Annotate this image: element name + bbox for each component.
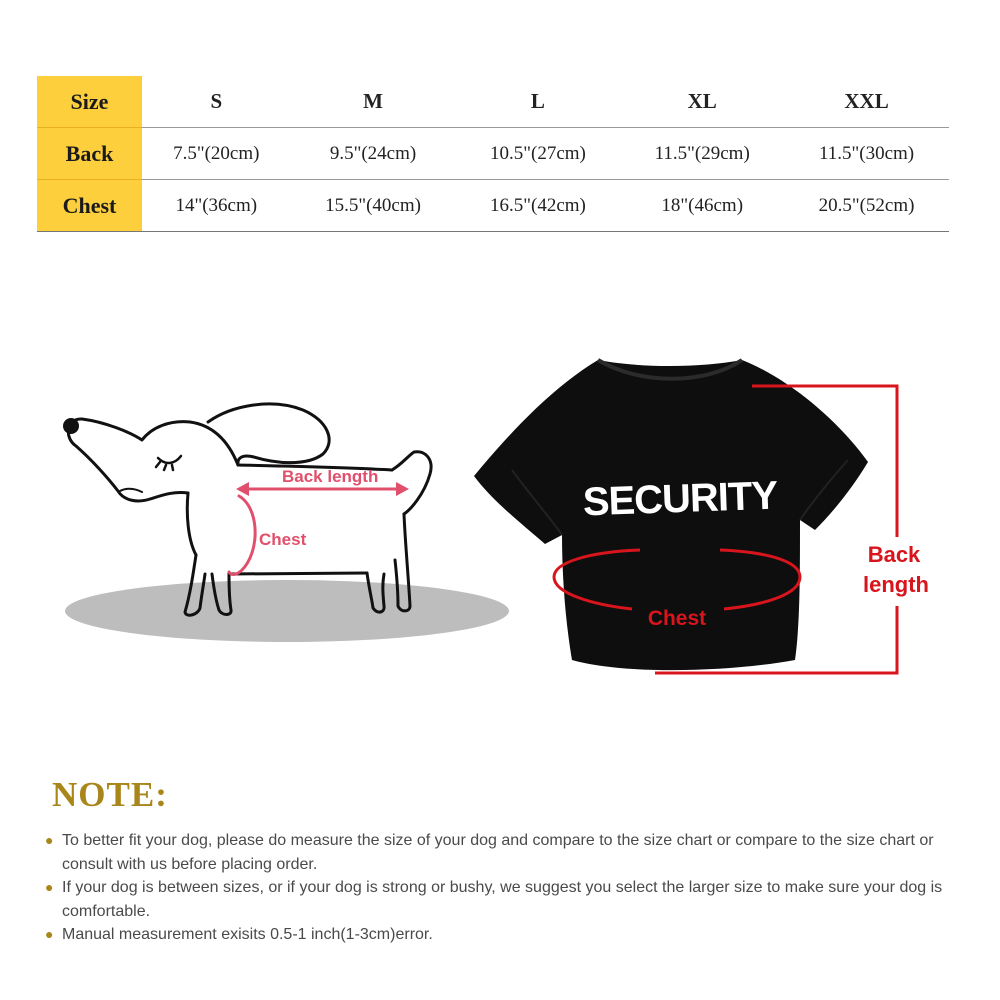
measurement-illustration bbox=[0, 300, 1000, 720]
dog-back-length-label: Back length bbox=[282, 467, 379, 486]
back-header-cell: Back bbox=[37, 128, 142, 180]
size-cell-s: S bbox=[142, 76, 291, 128]
note-item bbox=[44, 923, 959, 947]
size-row bbox=[37, 76, 949, 128]
note-title: NOTE: bbox=[52, 775, 168, 814]
back-cell-xxl: 11.5"(30cm) bbox=[784, 128, 949, 180]
size-cell-xxl: XXL bbox=[784, 76, 949, 128]
note-text: If your dog is between sizes, or if your dog is strong or bushy, we suggest you select the larger size to make sure your dog is comfortable. bbox=[62, 879, 943, 920]
chest-row bbox=[37, 180, 949, 232]
dog-nose-icon bbox=[63, 418, 79, 434]
size-header-cell: Size bbox=[37, 76, 142, 128]
note-list bbox=[44, 829, 959, 947]
bullet-icon: ● bbox=[45, 926, 54, 942]
shirt-diagram bbox=[474, 360, 929, 673]
chest-cell-s: 14"(36cm) bbox=[142, 180, 291, 232]
chest-cell-l: 16.5"(42cm) bbox=[455, 180, 620, 232]
dog-shadow bbox=[65, 580, 509, 642]
back-row bbox=[37, 128, 949, 180]
shirt-back-label-line1: Back bbox=[867, 542, 921, 567]
shirt-print-text: SECURITY bbox=[582, 473, 778, 525]
dog-diagram bbox=[63, 404, 509, 642]
note-item bbox=[44, 876, 959, 923]
size-cell-m: M bbox=[291, 76, 456, 128]
back-cell-m: 9.5"(24cm) bbox=[291, 128, 456, 180]
dog-chest-label: Chest bbox=[259, 530, 307, 549]
dog-eye-icon bbox=[156, 456, 181, 470]
note-text: Manual measurement exisits 0.5-1 inch(1-3cm)error. bbox=[62, 926, 433, 943]
chest-header-cell: Chest bbox=[37, 180, 142, 232]
back-cell-xl: 11.5"(29cm) bbox=[620, 128, 784, 180]
chest-cell-m: 15.5"(40cm) bbox=[291, 180, 456, 232]
back-cell-s: 7.5"(20cm) bbox=[142, 128, 291, 180]
size-chart-table bbox=[37, 76, 949, 232]
dog-mouth-icon bbox=[120, 489, 142, 492]
dog-chest-measure-loop bbox=[229, 496, 255, 574]
bullet-icon: ● bbox=[45, 879, 54, 895]
note-item bbox=[44, 829, 959, 876]
size-cell-xl: XL bbox=[620, 76, 784, 128]
shirt-back-label-line2: length bbox=[863, 572, 929, 597]
chest-cell-xxl: 20.5"(52cm) bbox=[784, 180, 949, 232]
chest-cell-xl: 18"(46cm) bbox=[620, 180, 784, 232]
back-cell-l: 10.5"(27cm) bbox=[455, 128, 620, 180]
size-cell-l: L bbox=[455, 76, 620, 128]
note-text: To better fit your dog, please do measure the size of your dog and compare to the size chart or compare to the size chart or consult with us before placing order. bbox=[62, 832, 934, 873]
shirt-chest-label: Chest bbox=[647, 607, 707, 630]
bullet-icon: ● bbox=[45, 832, 54, 848]
